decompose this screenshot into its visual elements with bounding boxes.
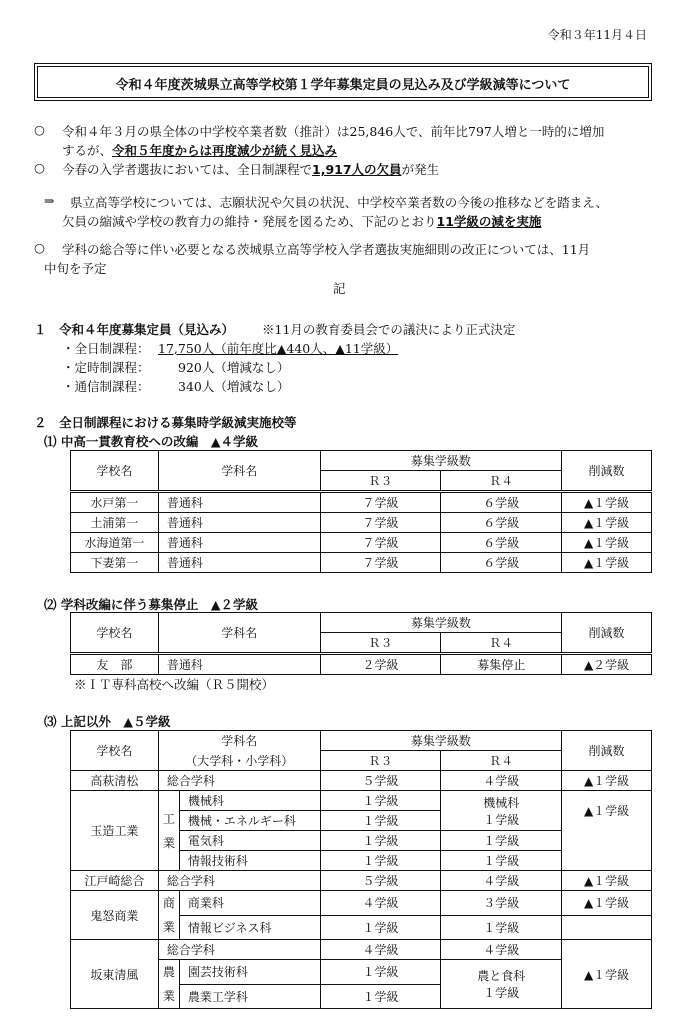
cell-reduction: ▲１学級 [562,533,652,553]
cell-r3: ４学級 [320,940,441,960]
cell-school: 友 部 [71,654,159,675]
header-dept: 学科名 [158,613,320,654]
header-r4: Ｒ４ [441,633,562,654]
correspondence-value: 340人（増減なし） [178,379,290,394]
cell-r3: １学級 [320,811,441,831]
fulltime-label: ・全日制課程： [62,341,150,356]
cell-r4: ６学級 [441,553,562,573]
cell-r3: ４学級 [320,891,441,916]
fulltime-value: 17,750人（前年度比▲440人、▲11学級） [158,341,399,356]
header-r4: Ｒ４ [441,471,562,492]
table-row [71,891,652,916]
cell-reduction: ▲１学級 [562,791,652,831]
parttime-label: ・定時制課程： [62,360,150,375]
cell-dept: 商業科 [179,891,320,916]
cell-dept: 情報ビジネス科 [179,915,320,940]
table-row [71,533,652,553]
intro-bullet-1-line-1: 令和４年３月の県全体の中学校卒業者数（推計）は25,846人で、前年比797人増と一時的に増加 [62,124,605,139]
cell-r4-merged: 農と食科 １学級 [441,960,562,1009]
cell-reduction: ▲１学級 [562,492,652,513]
correspondence-label: ・通信制課程： [62,379,150,394]
section-1-note: ※11月の教育委員会での議決により正式決定 [262,322,516,337]
cell-dept: 総合学科 [158,871,320,891]
cell-r3: １学級 [320,831,441,851]
cell-school: 玉造工業 [71,791,159,871]
table-other-schools [70,730,652,1009]
cell-r4: ６学級 [441,492,562,513]
table-row [71,771,652,791]
cell-r4: ４学級 [441,940,562,960]
table-row [71,940,652,960]
cell-r4: 募集停止 [441,654,562,675]
cell-dept: 機械・エネルギー科 [179,811,320,831]
cell-school: 下妻第一 [71,553,159,573]
cell-r3: １学級 [320,984,441,1009]
cell-dept: 普通科 [158,492,320,513]
cell-r3: ７学級 [320,533,441,553]
bullet-mark: ○ [34,240,45,255]
cell-school: 水海道第一 [71,533,159,553]
header-school: 学校名 [71,731,159,771]
cell-dept: 情報技術科 [179,851,320,871]
cell-r4: １学級 [441,915,562,940]
intro-bullet-3-line-2: 中旬を予定 [44,261,107,276]
bullet-mark: ○ [34,160,45,175]
arrow-line-1: 県立高等学校については、志願状況や欠員の状況、中学校卒業者数の今後の推移などを踏まえ、 [70,195,609,210]
table-stopped-schools [70,612,652,675]
subsection-2-heading: ⑵ 学科改編に伴う募集停止 ▲２学級 [44,597,258,612]
intro-bullet-2: 今春の入学者選抜においては、全日制課程で1,917人の欠員が発生 [62,162,440,177]
cell-reduction: ▲１学級 [562,891,652,916]
cell-school: 高萩清松 [71,771,159,791]
header-classes: 募集学級数 [320,451,562,471]
subsection-3-heading: ⑶ 上記以外 ▲５学級 [44,714,171,729]
arrow-line-2: 欠員の縮減や学校の教育力の維持・発展を図るため、下記のとおり11学級の減を実施 [62,214,542,229]
ki-mark: 記 [333,281,346,296]
header-school: 学校名 [71,613,159,654]
cell-reduction: ▲１学級 [562,513,652,533]
header-school: 学校名 [71,451,159,492]
table-row [71,492,652,513]
cell-dept: 普通科 [158,533,320,553]
cell-dept: 普通科 [158,513,320,533]
table-row [71,553,652,573]
section-2-heading: ２ 全日制課程における募集時学級減実施校等 [34,415,297,430]
cell-dept: 総合学科 [158,940,320,960]
table-row [71,791,652,811]
header-dept-sub: （大学科・小学科） [158,751,320,771]
cell-big-dept: 農 業 [158,960,179,1009]
cell-dept: 農業工学科 [179,984,320,1009]
cell-r4: １学級 [441,831,562,851]
intro-bullet-3-line-1: 学科の総合等に伴い必要となる茨城県立高等学校入学者選抜実施細則の改正については、11月 [62,242,591,257]
cell-reduction: ▲１学級 [562,553,652,573]
cell-dept: 普通科 [158,553,320,573]
highlight-decrease: 令和５年度からは再度減少が続く見込み [112,143,338,158]
header-dept: 学科名 [158,731,320,751]
cell-dept: 総合学科 [158,771,320,791]
cell-r4: ６学級 [441,513,562,533]
cell-school: 坂東清風 [71,940,159,1009]
cell-school: 土浦第一 [71,513,159,533]
table-row [71,871,652,891]
cell-reduction-empty [562,831,652,871]
cell-dept: 普通科 [158,654,320,675]
cell-school: 江戸崎総合 [71,871,159,891]
section-1-heading: １ 令和４年度募集定員（見込み） [34,322,235,337]
cell-r4: １学級 [441,851,562,871]
header-r3: Ｒ３ [320,471,441,492]
cell-reduction: ▲１学級 [562,771,652,791]
cell-r3: １学級 [320,915,441,940]
cell-dept: 機械科 [179,791,320,811]
cell-r3: ７学級 [320,492,441,513]
cell-r4: ３学級 [441,891,562,916]
cell-r3: ２学級 [320,654,441,675]
header-reduction: 削減数 [562,451,652,492]
cell-r3: ５学級 [320,771,441,791]
cell-dept: 園芸技術科 [179,960,320,985]
header-dept: 学科名 [158,451,320,492]
cell-reduction: ▲１学級 [562,871,652,891]
cell-r3: ７学級 [320,513,441,533]
header-r3: Ｒ３ [320,751,441,771]
highlight-vacancies: 1,917人の欠員 [312,162,402,177]
header-r4: Ｒ４ [441,751,562,771]
table-integrated-schools [70,450,652,573]
subsection-1-heading: ⑴ 中高一貫教育校への改編 ▲４学級 [44,434,258,449]
cell-reduction: ▲２学級 [562,654,652,675]
cell-reduction-empty [562,915,652,940]
cell-r3: １学級 [320,960,441,985]
document-date: 令和３年11月４日 [547,28,647,42]
cell-school: 水戸第一 [71,492,159,513]
cell-r4-merged: 機械科 １学級 [441,791,562,831]
table-row [71,513,652,533]
document-title: 令和４年度茨城県立高等学校第１学年募集定員の見込み及び学級減等について [115,78,571,93]
document-title-box [34,63,652,101]
intro-bullet-1-line-2: するが、令和５年度からは再度減少が続く見込み [62,143,338,158]
parttime-value: 920人（増減なし） [178,360,290,375]
cell-r3: １学級 [320,791,441,811]
bullet-mark: ○ [34,122,45,137]
cell-r3: ５学級 [320,871,441,891]
arrow-mark: ⇒ [44,193,55,208]
cell-r4: ６学級 [441,533,562,553]
cell-dept: 電気科 [179,831,320,851]
cell-r3: ７学級 [320,553,441,573]
header-classes: 募集学級数 [320,613,562,633]
cell-r4: ４学級 [441,871,562,891]
cell-reduction: ▲１学級 [562,940,652,1009]
header-reduction: 削減数 [562,731,652,771]
cell-big-dept: 工 業 [158,791,179,871]
highlight-class-reduction: 11学級の減を実施 [436,214,542,229]
cell-school: 鬼怒商業 [71,891,159,940]
header-classes: 募集学級数 [320,731,562,751]
cell-big-dept: 商 業 [158,891,179,940]
cell-r4: ４学級 [441,771,562,791]
header-reduction: 削減数 [562,613,652,654]
table-row [71,654,652,675]
it-school-note: ※ＩＴ専科高校へ改編（Ｒ５開校） [74,677,275,692]
header-r3: Ｒ３ [320,633,441,654]
cell-r3: １学級 [320,851,441,871]
